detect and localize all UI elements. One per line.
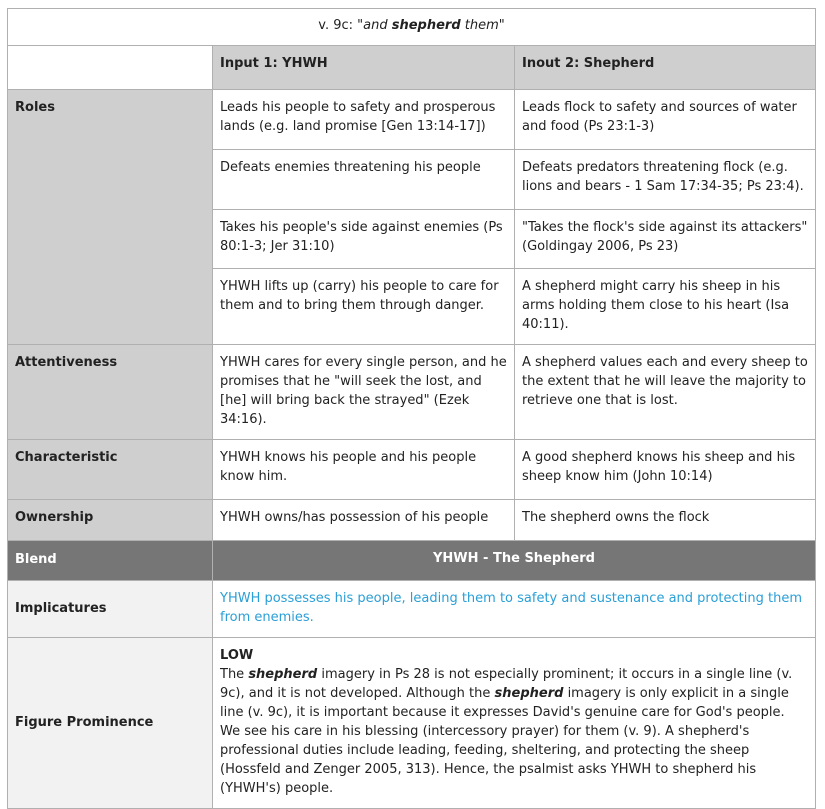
figure-prominence-value [213, 638, 816, 809]
roles-row-1 [8, 90, 816, 150]
implicatures-row [8, 581, 816, 638]
roles-shepherd-cell: Leads flock to safety and sources of water and food (Ps 23:1-3) [515, 90, 816, 150]
prominence-text-1: The [220, 667, 249, 682]
blend-value: YHWH - The Shepherd [213, 541, 816, 581]
caption-italic-1: and [363, 18, 392, 33]
roles-shepherd-cell: A shepherd might carry his sheep in his arms holding them close to his heart (Isa 40:11). [515, 269, 816, 345]
blend-row [8, 541, 816, 581]
prominence-text-2: imagery in Ps 28 is not especially prominent; it occurs in a single line (v. 9c), and it is not developed. Although the [220, 667, 793, 701]
prominence-text-3: imagery is only explicit in a single line (v. 9c), it is important because it expresses David's genuine care for God's people. We see his care in his blessing (intercessory prayer) for them (v. 9). A shepherd's professional duties include leading, feeding, sheltering, and protecting the sheep (Hossfeld and Zenger 2005, 313). Hence, the psalmist asks YHWH to shepherd his (YHWH's) people. [220, 686, 789, 796]
roles-yhwh-cell: YHWH lifts up (carry) his people to care for them and to bring them through danger. [213, 269, 515, 345]
roles-yhwh-cell: Defeats enemies threatening his people [213, 150, 515, 210]
roles-shepherd-cell: Defeats predators threatening flock (e.g. lions and bears - 1 Sam 17:34-35; Ps 23:4). [515, 150, 816, 210]
row-label-ownership: Ownership [8, 500, 213, 541]
row-label-figure-prominence: Figure Prominence [8, 638, 213, 809]
figure-prominence-row [8, 638, 816, 809]
row-label-blend: Blend [8, 541, 213, 581]
ownership-shepherd-cell: The shepherd owns the flock [515, 500, 816, 541]
characteristic-row [8, 440, 816, 500]
prominence-emphasis-2: shepherd [494, 686, 564, 701]
caption-bold-italic: shepherd [391, 18, 461, 33]
prominence-description [220, 665, 808, 798]
caption-row [8, 9, 816, 46]
characteristic-yhwh-cell: YHWH knows his people and his people know him. [213, 440, 515, 500]
prominence-emphasis-1: shepherd [248, 667, 318, 682]
row-label-characteristic: Characteristic [8, 440, 213, 500]
header-input-1: Input 1: YHWH [213, 46, 515, 90]
caption-prefix: v. 9c: " [318, 18, 364, 33]
roles-yhwh-cell: Leads his people to safety and prosperous lands (e.g. land promise [Gen 13:14-17]) [213, 90, 515, 150]
table-caption [8, 9, 816, 46]
roles-shepherd-cell: "Takes the flock's side against its attackers" (Goldingay 2006, Ps 23) [515, 210, 816, 269]
attentiveness-row [8, 345, 816, 440]
header-input-2: Inout 2: Shepherd [515, 46, 816, 90]
row-label-roles: Roles [8, 90, 213, 345]
ownership-yhwh-cell: YHWH owns/has possession of his people [213, 500, 515, 541]
row-label-implicatures: Implicatures [8, 581, 213, 638]
roles-yhwh-cell: Takes his people's side against enemies (Ps 80:1-3; Jer 31:10) [213, 210, 515, 269]
header-row [8, 46, 816, 90]
caption-suffix: " [498, 18, 505, 33]
row-label-attentiveness: Attentiveness [8, 345, 213, 440]
caption-italic-2: them [460, 18, 499, 33]
metaphor-blend-table [7, 8, 816, 809]
prominence-level: LOW [220, 648, 254, 663]
characteristic-shepherd-cell: A good shepherd knows his sheep and his sheep know him (John 10:14) [515, 440, 816, 500]
implicatures-value: YHWH possesses his people, leading them to safety and sustenance and protecting them from enemies. [213, 581, 816, 638]
ownership-row [8, 500, 816, 541]
attentiveness-yhwh-cell: YHWH cares for every single person, and he promises that he "will seek the lost, and [he] will bring back the strayed" (Ezek 34:16). [213, 345, 515, 440]
attentiveness-shepherd-cell: A shepherd values each and every sheep to the extent that he will leave the majority to retrieve one that is lost. [515, 345, 816, 440]
header-empty-cell [8, 46, 213, 90]
